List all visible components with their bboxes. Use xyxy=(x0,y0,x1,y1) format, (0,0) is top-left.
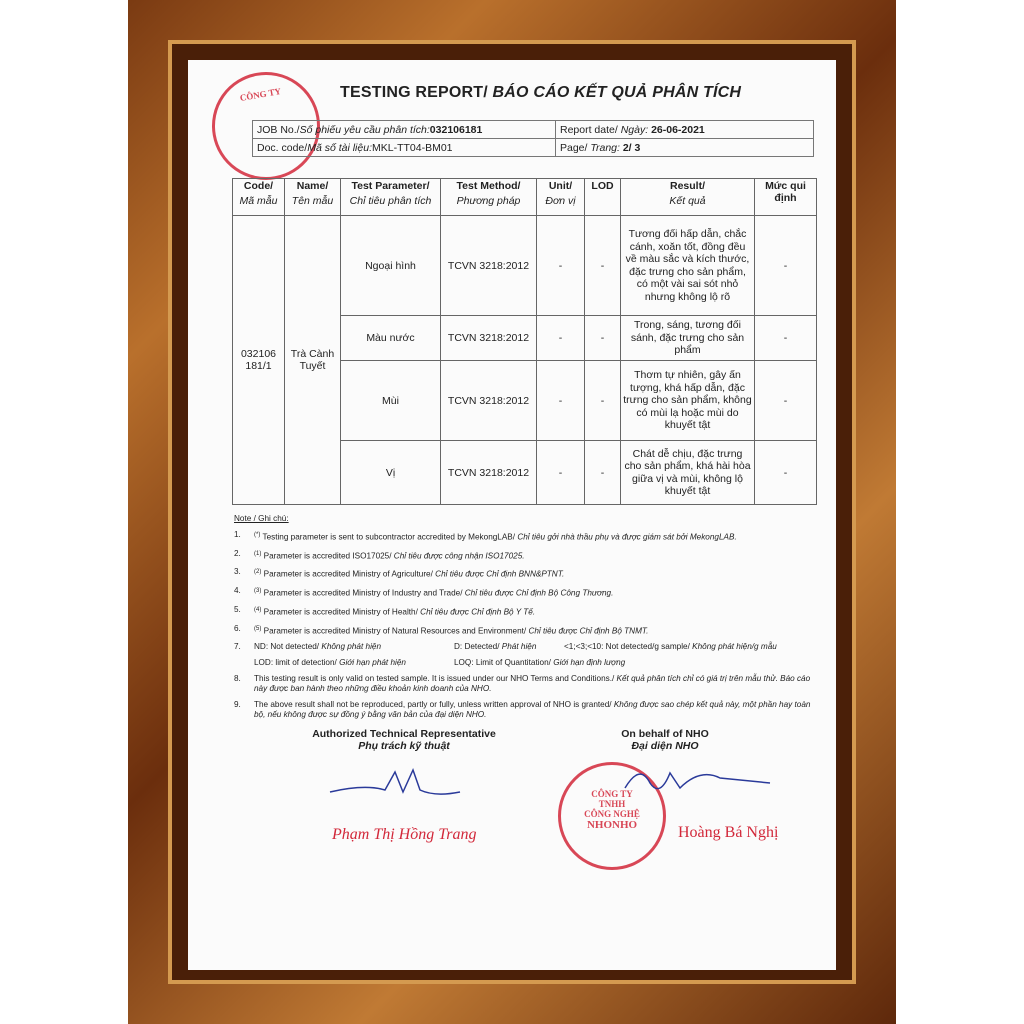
table-row: Vị TCVN 3218:2012 - - Chát dễ chịu, đặc trưng cho sản phẩm, khá hài hòa giữa vị và mùi, không lộ khuyết tật - xyxy=(233,441,817,505)
report-title: TESTING REPORT/ BÁO CÁO KẾT QUẢ PHÂN TÍCH xyxy=(340,84,742,101)
note-item: 3. $^{(2)}$ Parameter is accredited Ministry of Agriculture/ Chỉ tiêu được Chỉ định BNN&PTNT. xyxy=(234,567,565,580)
signature-left xyxy=(325,762,465,807)
note-item: 6. $^{(5)}$ Parameter is accredited Ministry of Natural Resources and Environment/ Chỉ tiêu được Chỉ định Bộ TNMT. xyxy=(234,623,649,636)
table-header: Code/ Mã mẫu Name/ Tên mẫu Test Parameter/ Chỉ tiêu phân tích Test Method/ Phương pháp Unit/ Đơn vị LOD Result/ Kết quả Mức qui định xyxy=(233,179,817,216)
note-item: 4. $^{(3)}$ Parameter is accredited Ministry of Industry and Trade/ Chỉ tiêu được Chỉ định Bộ Công Thương. xyxy=(234,586,614,598)
company-stamp-top: CÔNG TY xyxy=(203,63,328,188)
company-stamp: CÔNG TY TNHH CÔNG NGHỆ NHONHO xyxy=(558,762,666,870)
note-item: 1. (*) Testing parameter is sent to subcontractor accredited by MekongLAB/ Chỉ tiêu gởi nhà thầu phụ và được giám sát bởi MekongLAB. xyxy=(234,530,737,542)
report-body xyxy=(232,178,816,918)
left-signer-name: Phạm Thị Hồng Trang xyxy=(332,826,477,844)
note-item: 5. $^{(4)}$ Parameter is accredited Ministry of Health/ Chỉ tiêu được Chỉ định Bộ Y Tế. xyxy=(234,604,536,617)
sample-code: 032106 181/1 xyxy=(233,216,285,505)
report-meta: JOB No./ Số phiếu yêu cầu phân tích: 032106181 Report date/ Ngày: 26-06-2021 Doc. code/ Mã số tài liệu: MKL-TT04-BM01 Page/ Trang: 2/ 3 xyxy=(252,120,814,157)
sample-name: Trà Cành Tuyết xyxy=(285,216,341,505)
job-number: 032106181 xyxy=(429,123,483,136)
signature-right xyxy=(620,758,780,803)
table-row: Màu nước TCVN 3218:2012 - - Trong, sáng, tương đối sánh, đặc trưng cho sản phẩm - xyxy=(233,316,817,361)
left-signature-block: Authorized Technical Representative Phụ trách kỹ thuật xyxy=(312,728,496,753)
signature-area xyxy=(232,728,816,918)
table-row: 032106 181/1 Trà Cành Tuyết Ngoại hình TCVN 3218:2012 - - Tương đối hấp dẫn, chắc cánh, xoăn tốt, đồng đều về màu sắc và kích thước, đặc trưng cho sản phẩm, có một vài sai sót nhỏ nhưng không lộ rõ - xyxy=(233,216,817,316)
note-item: 2. $^{(1)}$ Parameter is accredited ISO17025/ Chỉ tiêu được công nhận ISO17025. xyxy=(234,548,525,561)
right-signature-block: On behalf of NHO Đại diện NHO xyxy=(621,728,709,753)
right-signer-name: Hoàng Bá Nghị xyxy=(678,824,779,842)
page-number: 2/ 3 xyxy=(622,141,641,154)
notes-section: Note / Ghi chú: 1. (*) Testing parameter is sent to subcontractor accredited by MekongLAB/ Chỉ tiêu gởi nhà thầu phụ và được giám sát bởi MekongLAB. 2. $^{(1)}$ Parameter is accredited ISO17025/ Chỉ tiêu được công nhận ISO17025. 3. $^{(2)}$ Parameter is accredited Ministry of Agriculture/ Chỉ tiêu được Chỉ định BNN&PTNT. 4. $^{(3)}$ Parameter is accredited Ministry of Industry and Trade/ Chỉ tiêu được Chỉ định Bộ Công Thương. 5. $^{(4)}$ Parameter is accredited Ministry of Health/ Chỉ tiêu được Chỉ định Bộ Y Tế. 6. $^{(5)}$ Parameter is accredited Ministry of Natural Resources and Environment/ Chỉ tiêu được Chỉ định Bộ TNMT. 7. ND: Not detected/ Không phát hiện D: Detected/ Phát hiện <1;<3;<10: Not detected/g sample/ Không phát hiện/g mẫu LOD: limit of detection/ Giới hạn phát hiện LOQ: Limit of Quantitation/ Giới hạn định lượng 8. This testing result is only valid on tested sample. It is issued under our NHO Terms and Conditions./ Kết quả phân tích chỉ có giá trị trên mẫu thử. Báo cáo này được ban hành theo những điều khoản kinh doanh của NHO. 9. The above result shall not be reproduced, partly or fully, unless written approval of NHO is granted/ Không được sao chép kết quả này, một phần hay toàn bộ, nếu không được sự đồng ý bằng văn bản của đại diện NHO. xyxy=(234,511,814,720)
doc-code: MKL-TT04-BM01 xyxy=(371,141,453,154)
results-table xyxy=(232,178,817,505)
table-row: Mùi TCVN 3218:2012 - - Thơm tự nhiên, gây ấn tượng, khá hấp dẫn, đặc trưng cho sản phẩm, không có mùi lạ hoặc mùi do khuyết tật - xyxy=(233,361,817,441)
report-date: 26-06-2021 xyxy=(651,123,705,136)
